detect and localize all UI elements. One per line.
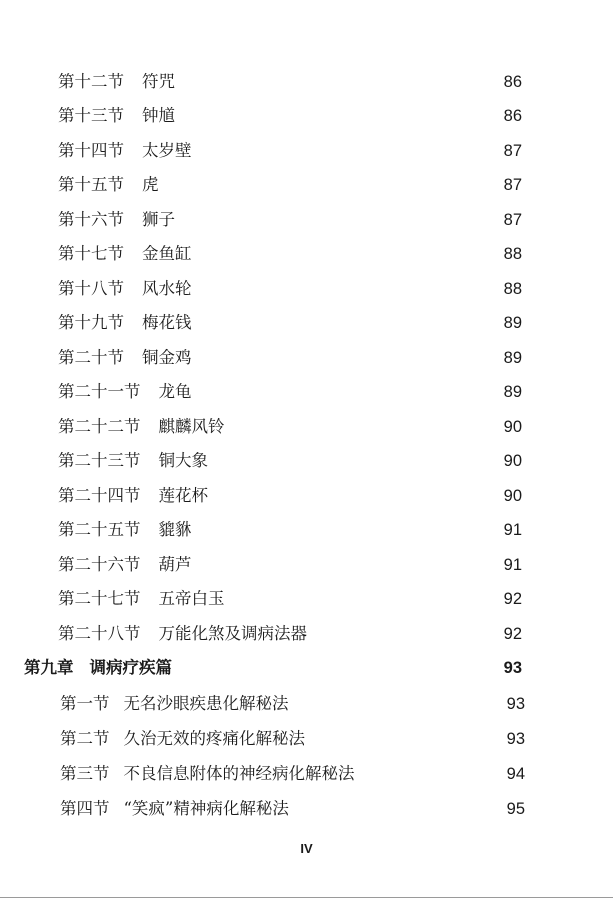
toc-leader-dots bbox=[315, 622, 498, 646]
toc-page-number: 89 bbox=[503, 383, 522, 401]
toc-page-number: 91 bbox=[503, 521, 522, 539]
toc-page-number: 93 bbox=[506, 695, 525, 713]
toc-section-number: 第二十五节 bbox=[58, 520, 141, 539]
toc-section-number: 第二十节 bbox=[58, 348, 124, 367]
toc-leader-dots bbox=[313, 727, 501, 751]
toc-entry bbox=[58, 518, 522, 542]
toc-page-number: 87 bbox=[503, 211, 522, 229]
toc-entry bbox=[58, 449, 522, 473]
toc-entry bbox=[58, 173, 522, 197]
toc-entry-title: 莲花杯 bbox=[158, 486, 208, 505]
toc-entry bbox=[58, 346, 522, 370]
toc-entry bbox=[60, 797, 525, 821]
toc-section-number: 第三节 bbox=[60, 764, 110, 783]
toc-chapter-title: 调病疗疾篇 bbox=[89, 658, 172, 677]
toc-leader-dots bbox=[233, 415, 498, 439]
toc-leader-dots bbox=[297, 692, 501, 716]
toc-entry-title: 金鱼缸 bbox=[142, 244, 192, 263]
toc-entry-title: 龙龟 bbox=[158, 382, 192, 401]
toc-entry-title: 铜大象 bbox=[158, 451, 208, 470]
toc-section-number: 第十七节 bbox=[58, 244, 124, 263]
toc-entry bbox=[58, 484, 522, 508]
toc-entry-title: 符咒 bbox=[142, 72, 175, 91]
toc-section-number: 第十六节 bbox=[58, 210, 124, 229]
toc-section-number: 第十三节 bbox=[58, 106, 124, 125]
toc-entry-title: 虎 bbox=[142, 175, 159, 194]
toc-entry bbox=[58, 277, 522, 301]
toc-entry bbox=[58, 242, 522, 266]
toc-page-number: 90 bbox=[503, 452, 522, 470]
toc-entry bbox=[58, 311, 522, 335]
toc-page-number: 94 bbox=[506, 765, 525, 783]
toc-section-number: 第四节 bbox=[60, 799, 110, 818]
toc-page-number: 95 bbox=[506, 800, 525, 818]
toc-page-number: 89 bbox=[503, 314, 522, 332]
toc-entry-title: 五帝白玉 bbox=[158, 589, 225, 608]
toc-entry bbox=[58, 380, 522, 404]
toc-page-number: 93 bbox=[503, 659, 522, 677]
toc-section-number: 第二节 bbox=[60, 729, 110, 748]
toc-section-number: 第二十三节 bbox=[58, 451, 141, 470]
toc-section-number: 第二十七节 bbox=[58, 589, 141, 608]
toc-entry bbox=[60, 692, 525, 716]
toc-entry-title: 梅花钱 bbox=[142, 313, 192, 332]
toc-entry-title: 不良信息附体的神经病化解秘法 bbox=[123, 764, 355, 783]
toc-page-number: 87 bbox=[503, 176, 522, 194]
toc-entry-title: “笑疯”精神病化解秘法 bbox=[123, 799, 289, 818]
toc-entry-title: 太岁壁 bbox=[142, 141, 192, 160]
toc-leader-dots bbox=[183, 70, 498, 94]
toc-leader-dots bbox=[200, 553, 498, 577]
toc-page-number: 88 bbox=[503, 280, 522, 298]
toc-page-number: 89 bbox=[503, 349, 522, 367]
toc-section-number: 第二十二节 bbox=[58, 417, 141, 436]
toc-page-number: 92 bbox=[503, 625, 522, 643]
toc-entry-title: 葫芦 bbox=[158, 555, 192, 574]
toc-section-number: 第二十六节 bbox=[58, 555, 141, 574]
toc-section-number: 第十四节 bbox=[58, 141, 124, 160]
toc-section-number: 第十八节 bbox=[58, 279, 124, 298]
toc-leader-dots bbox=[180, 656, 498, 680]
toc-leader-dots bbox=[200, 380, 498, 404]
toc-leader-dots bbox=[297, 797, 501, 821]
toc-entry bbox=[58, 104, 522, 128]
toc-section-number: 第二十四节 bbox=[58, 486, 141, 505]
toc-entry-title: 铜金鸡 bbox=[142, 348, 192, 367]
toc-entry-title: 狮子 bbox=[142, 210, 175, 229]
toc-entry-title: 久治无效的疼痛化解秘法 bbox=[123, 729, 305, 748]
folio-page-number: IV bbox=[300, 841, 313, 856]
scan-bottom-edge bbox=[0, 897, 613, 898]
toc-section-number: 第十九节 bbox=[58, 313, 124, 332]
toc-leader-dots bbox=[200, 139, 498, 163]
toc-leader-dots bbox=[200, 277, 498, 301]
toc-page-number: 90 bbox=[503, 418, 522, 436]
toc-page-number: 93 bbox=[506, 730, 525, 748]
toc-entry-title: 麒麟风铃 bbox=[158, 417, 225, 436]
toc-entry bbox=[58, 415, 522, 439]
toc-entry-title: 风水轮 bbox=[142, 279, 192, 298]
toc-leader-dots bbox=[216, 484, 498, 508]
toc-leader-dots bbox=[200, 346, 498, 370]
toc-leader-dots bbox=[183, 104, 498, 128]
toc-entry bbox=[60, 762, 525, 786]
toc-page-number: 87 bbox=[503, 142, 522, 160]
toc-entry-title: 钟馗 bbox=[142, 106, 175, 125]
toc-leader-dots bbox=[216, 449, 498, 473]
toc-entry bbox=[58, 139, 522, 163]
toc-chapter-entry bbox=[24, 656, 522, 680]
toc-entry bbox=[58, 70, 522, 94]
toc-section-number: 第十五节 bbox=[58, 175, 124, 194]
toc-section-number: 第二十八节 bbox=[58, 624, 141, 643]
toc-page-number: 88 bbox=[503, 245, 522, 263]
toc-leader-dots bbox=[363, 762, 501, 786]
toc-entry bbox=[58, 622, 522, 646]
toc-page-number: 86 bbox=[503, 73, 522, 91]
toc-chapter-number: 第九章 bbox=[24, 658, 74, 677]
toc-entry-title: 万能化煞及调病法器 bbox=[158, 624, 307, 643]
toc-page-number: 91 bbox=[503, 556, 522, 574]
toc-entry bbox=[58, 208, 522, 232]
toc-page-number: 92 bbox=[503, 590, 522, 608]
toc-leader-dots bbox=[183, 208, 498, 232]
toc-page-number: 90 bbox=[503, 487, 522, 505]
toc-leader-dots bbox=[200, 311, 498, 335]
toc-entry-title: 无名沙眼疾患化解秘法 bbox=[123, 694, 289, 713]
toc-section-number: 第十二节 bbox=[58, 72, 124, 91]
toc-entry-title: 貔貅 bbox=[158, 520, 192, 539]
toc-leader-dots bbox=[200, 518, 498, 542]
toc-section-number: 第一节 bbox=[60, 694, 110, 713]
toc-entry bbox=[60, 727, 525, 751]
toc-page-number: 86 bbox=[503, 107, 522, 125]
toc-leader-dots bbox=[200, 242, 498, 266]
toc-section-number: 第二十一节 bbox=[58, 382, 141, 401]
toc-leader-dots bbox=[167, 173, 498, 197]
toc-entry bbox=[58, 553, 522, 577]
toc-leader-dots bbox=[233, 587, 498, 611]
toc-entry bbox=[58, 587, 522, 611]
